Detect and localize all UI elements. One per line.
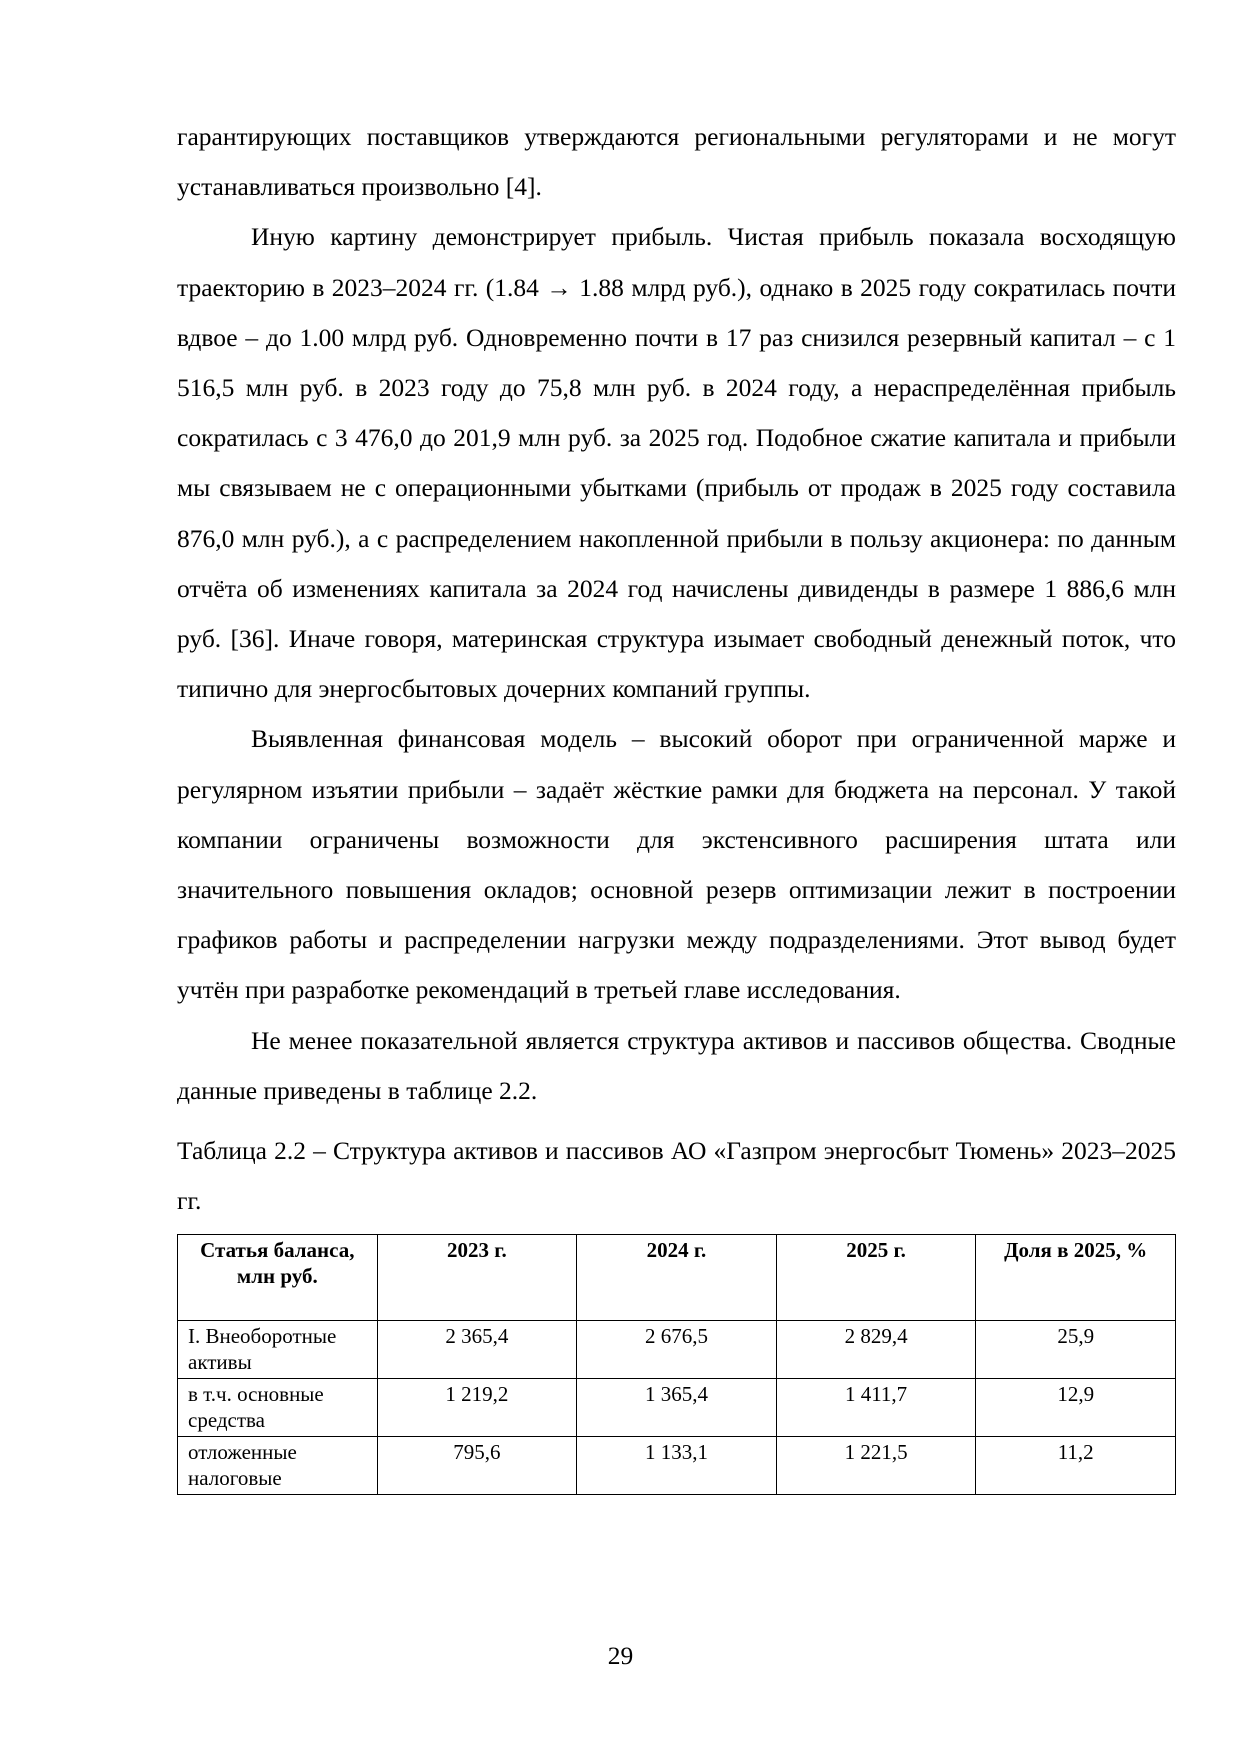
- table-header-row: [178, 1235, 1176, 1321]
- cell-2023: 2 365,4: [377, 1321, 577, 1379]
- cell-share: 25,9: [976, 1321, 1176, 1379]
- cell-2024: 1 365,4: [577, 1379, 777, 1437]
- table-row: [178, 1321, 1176, 1379]
- table-row: [178, 1379, 1176, 1437]
- header-2025: 2025 г.: [776, 1235, 976, 1321]
- cell-2023: 795,6: [377, 1437, 577, 1495]
- cell-2024: 2 676,5: [577, 1321, 777, 1379]
- cell-2025: 1 411,7: [776, 1379, 976, 1437]
- paragraph-financial-model: Выявленная финансовая модель – высокий оборот при ограниченной марже и регулярном изъятии прибыли – задаёт жёсткие рамки для бюджета на персонал. У такой компании ограничены возможности для экстенсивного расширения штата или значительного повышения окладов; основной резерв оптимизации лежит в построении графиков работы и распределении нагрузки между подразделениями. Этот вывод будет учтён при разработке рекомендаций в третьей главе исследования.: [177, 724, 1176, 1005]
- paragraph-continuation: гарантирующих поставщиков утверждаются региональными регуляторами и не могут устанавливаться произвольно [4].: [177, 122, 1176, 202]
- cell-2023: 1 219,2: [377, 1379, 577, 1437]
- balance-table: [177, 1234, 1176, 1495]
- header-item: Статья баланса, млн руб.: [178, 1235, 378, 1321]
- page-number: 29: [607, 1641, 634, 1670]
- header-2024: 2024 г.: [577, 1235, 777, 1321]
- cell-2024: 1 133,1: [577, 1437, 777, 1495]
- paragraph-profit: Иную картину демонстрирует прибыль. Чистая прибыль показала восходящую траекторию в 2023–2024 гг. (1.84 → 1.88 млрд руб.), однако в 2025 году сократилась почти вдвое – до 1.00 млрд руб. Одновременно почти в 17 раз снизился резервный капитал – с 1 516,5 млн руб. в 2023 году до 75,8 млн руб. в 2024 году, а нераспределённая прибыль сократилась с 3 476,0 до 201,9 млн руб. за 2025 год. Подобное сжатие капитала и прибыли мы связываем не с операционными убытками (прибыль от продаж в 2025 году составила 876,0 млн руб.), а с распределением накопленной прибыли в пользу акционера: по данным отчёта об изменениях капитала за 2024 год начислены дивиденды в размере 1 886,6 млн руб. [36]. Иначе говоря, материнская структура изымает свободный денежный поток, что типично для энергосбытовых дочерних компаний группы.: [177, 222, 1176, 704]
- header-2023: 2023 г.: [377, 1235, 577, 1321]
- row-label: I. Внеоборотные активы: [178, 1321, 378, 1379]
- cell-2025: 2 829,4: [776, 1321, 976, 1379]
- row-label: в т.ч. основные средства: [178, 1379, 378, 1437]
- cell-share: 12,9: [976, 1379, 1176, 1437]
- paragraph-structure-intro: Не менее показательной является структура активов и пассивов общества. Сводные данные приведены в таблице 2.2.: [177, 1025, 1176, 1105]
- header-share-2025: Доля в 2025, %: [976, 1235, 1176, 1321]
- row-label: отложенные налоговые: [178, 1437, 378, 1495]
- document-page: [177, 112, 1176, 1495]
- cell-share: 11,2: [976, 1437, 1176, 1495]
- cell-2025: 1 221,5: [776, 1437, 976, 1495]
- table-caption: Таблица 2.2 – Структура активов и пассивов АО «Газпром энергосбыт Тюмень» 2023–2025 гг.: [177, 1136, 1176, 1216]
- table-row: [178, 1437, 1176, 1495]
